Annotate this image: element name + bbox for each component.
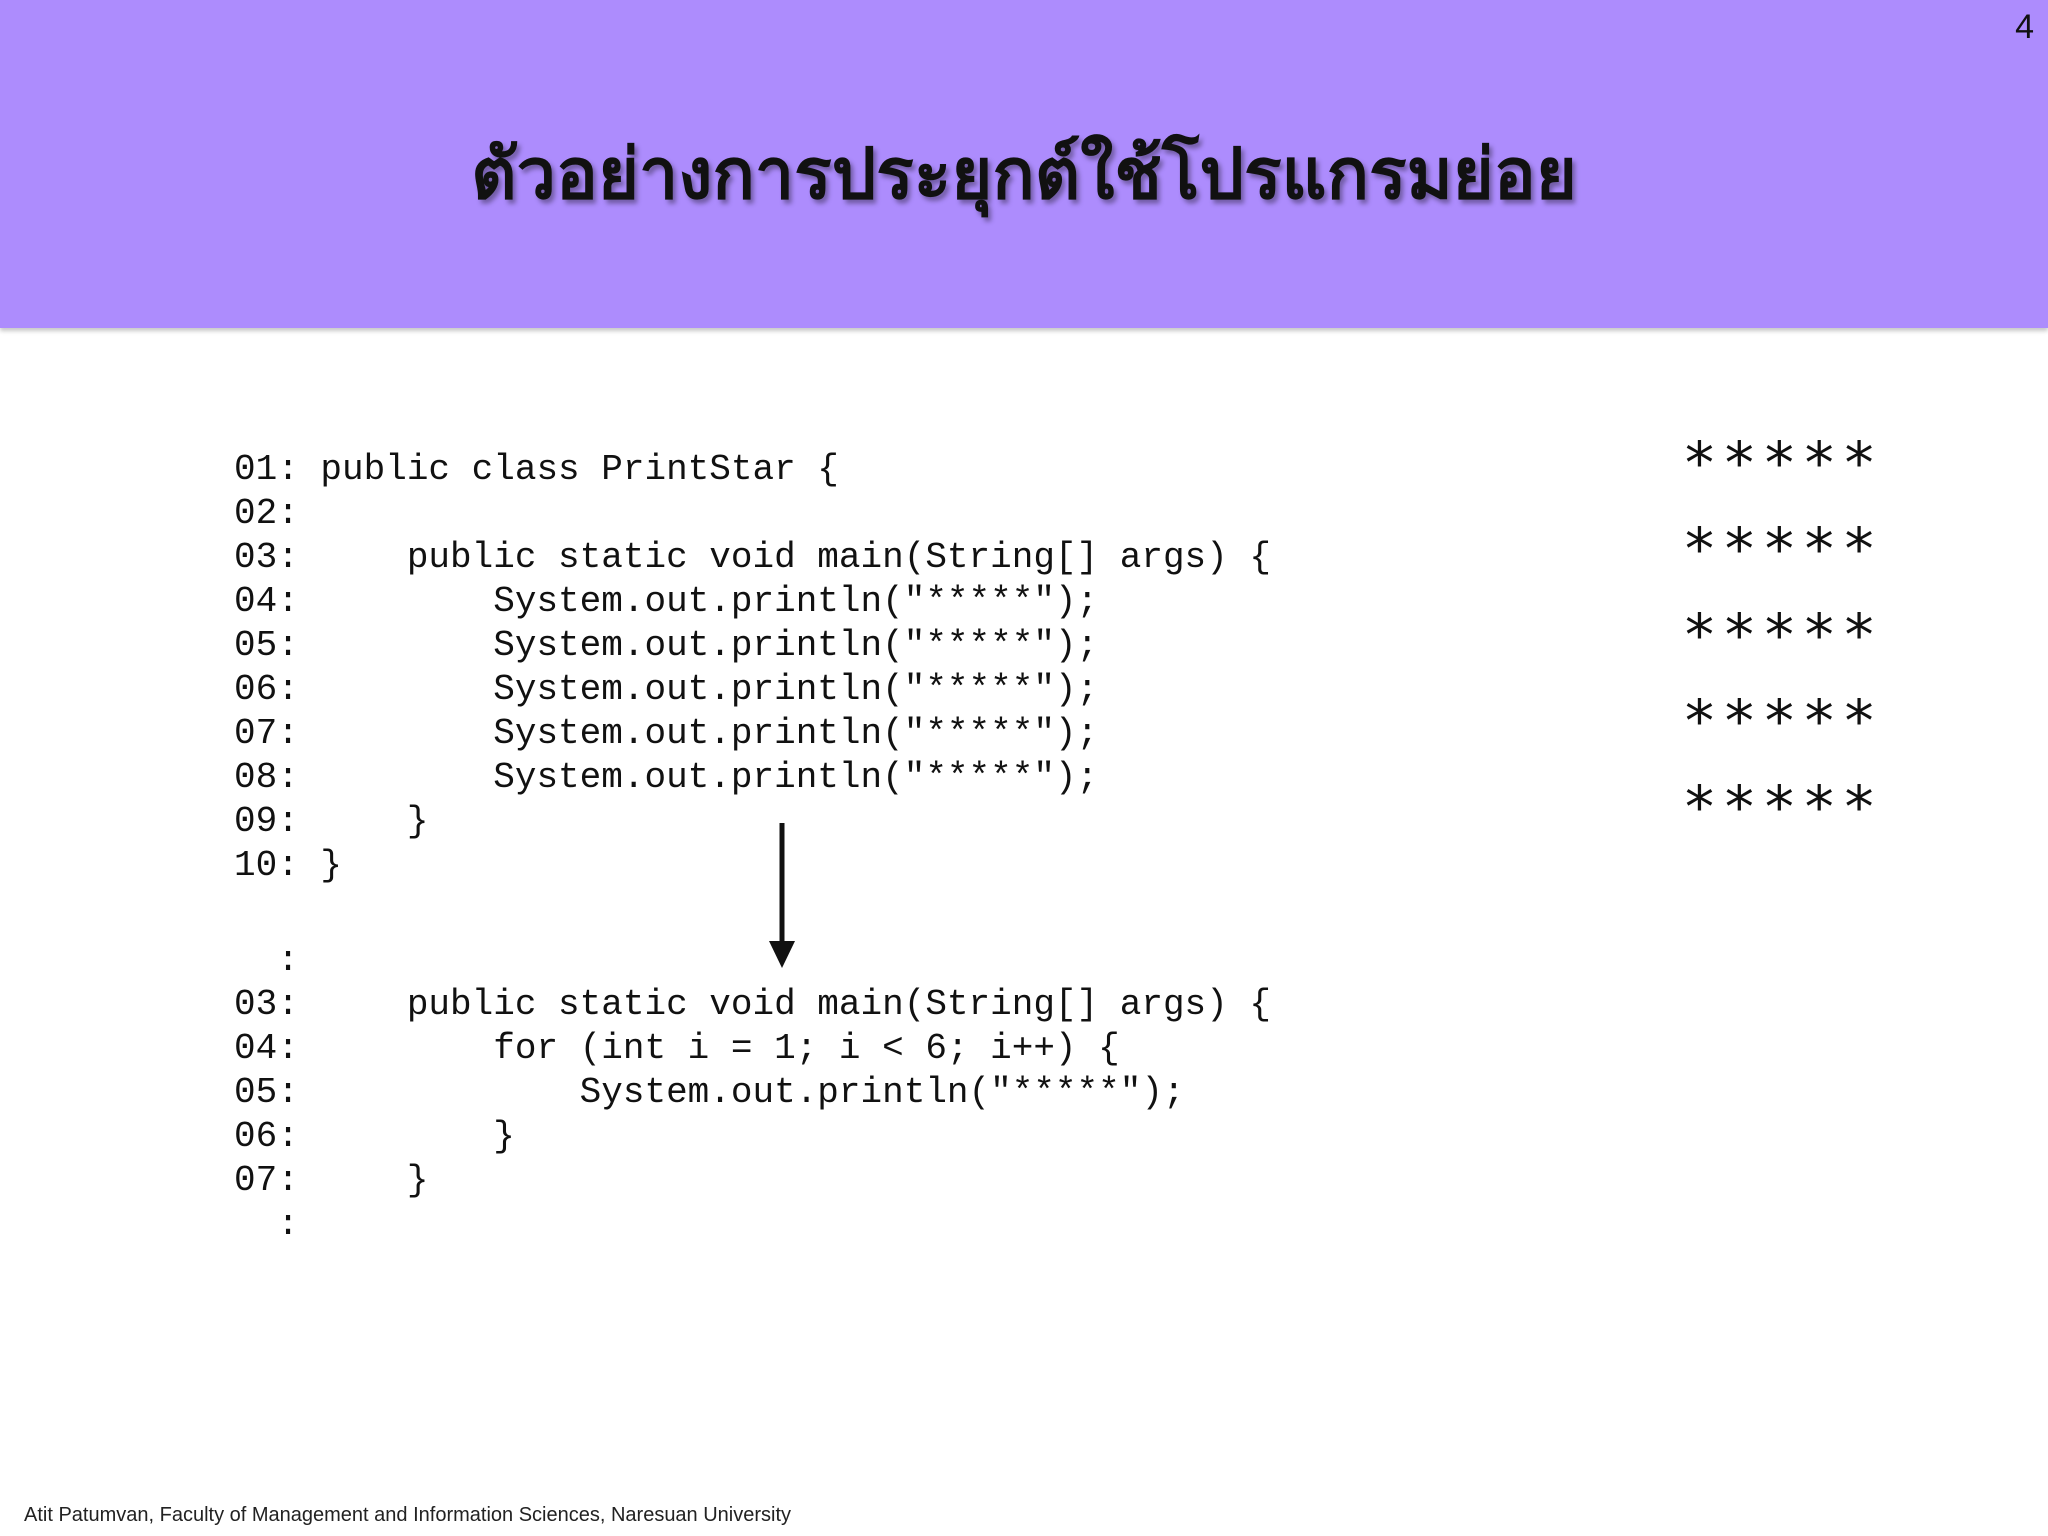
output-line: ***** <box>1682 429 1882 497</box>
code-line: 06: System.out.println("*****"); <box>234 669 1099 710</box>
output-line: ***** <box>1682 773 1882 841</box>
code-line: 04: System.out.println("*****"); <box>234 581 1099 622</box>
code-line: : <box>234 1204 299 1245</box>
code-line: 07: } <box>234 1160 429 1201</box>
output-line: ***** <box>1682 601 1882 669</box>
code-line: 10: } <box>234 845 343 886</box>
output-line: ***** <box>1682 687 1882 755</box>
code-line: 01: public class PrintStar { <box>234 449 839 490</box>
code-line: 02: <box>234 493 299 534</box>
code-line: 03: public static void main(String[] args) { <box>234 984 1271 1025</box>
code-line: 04: for (int i = 1; i < 6; i++) { <box>234 1028 1120 1069</box>
output-line: ***** <box>1682 515 1882 583</box>
code-line: 05: System.out.println("*****"); <box>234 1072 1185 1113</box>
code-line: 06: } <box>234 1116 515 1157</box>
code-line: 07: System.out.println("*****"); <box>234 713 1099 754</box>
code-line: 05: System.out.println("*****"); <box>234 625 1099 666</box>
code-block-loop <box>234 939 1271 1247</box>
footer-credit: Atit Patumvan, Faculty of Management and Information Sciences, Naresuan University <box>24 1504 792 1526</box>
title-banner <box>0 0 2048 328</box>
slide-title: ตัวอย่างการประยุกต์ใช้โปรแกรมย่อย <box>471 133 1577 215</box>
code-block-original <box>234 448 1271 888</box>
code-line: : <box>234 940 299 981</box>
slide-number: 4 <box>2015 8 2034 46</box>
program-output <box>1682 420 1882 850</box>
code-line: 08: System.out.println("*****"); <box>234 757 1099 798</box>
code-line: 03: public static void main(String[] args) { <box>234 537 1271 578</box>
code-line: 09: } <box>234 801 429 842</box>
